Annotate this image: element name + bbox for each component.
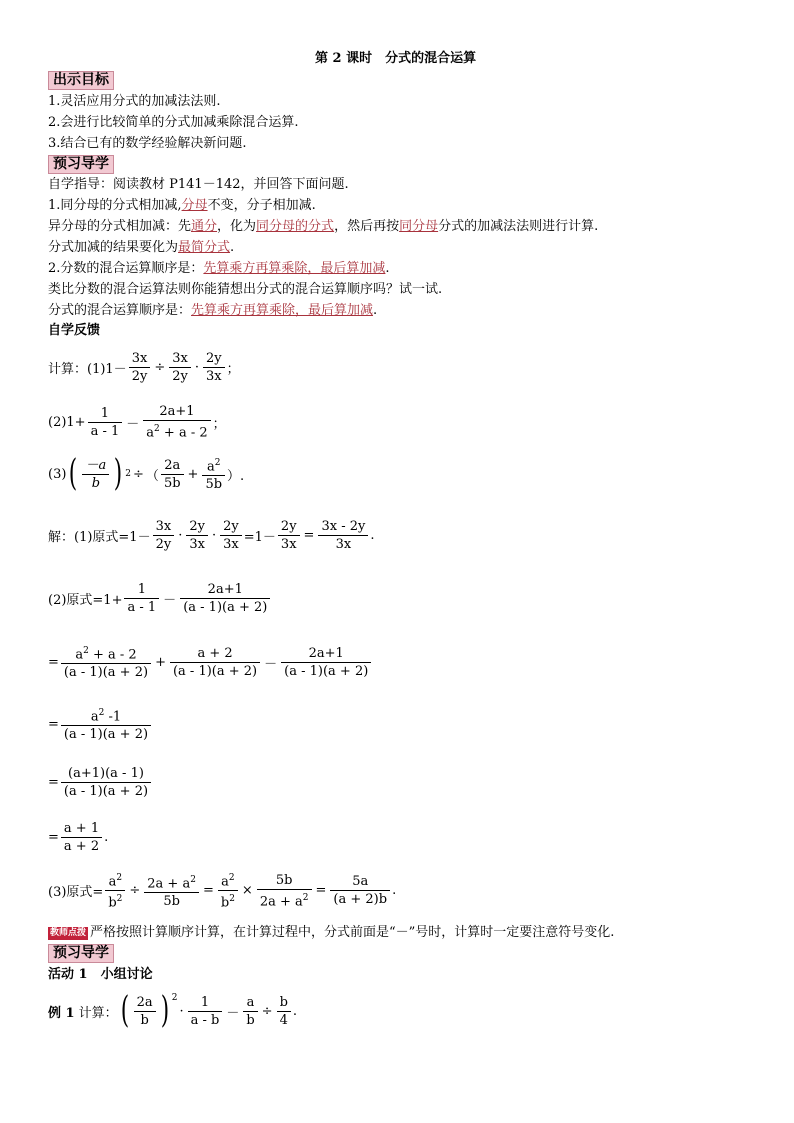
fraction bbox=[161, 457, 184, 492]
q1-a-answer: 分母 bbox=[181, 198, 208, 213]
exp: 2 bbox=[116, 873, 123, 883]
op: = bbox=[48, 830, 59, 845]
op: = bbox=[48, 716, 59, 732]
den: (a - 1)(a + 2) bbox=[63, 784, 149, 799]
goal-3: 3.结合已有的数学经验解决新问题. bbox=[48, 136, 247, 151]
den: a + 2 bbox=[63, 839, 100, 854]
q1-a-text: 1.同分母的分式相加减, bbox=[48, 198, 182, 213]
num: 3x bbox=[153, 518, 175, 536]
den: 3x bbox=[335, 537, 352, 552]
den: (a - 1)(a + 2) bbox=[63, 727, 149, 743]
teacher-badge: 教师点拨 bbox=[50, 928, 87, 938]
den: $a^2 + a - 2$ bbox=[146, 424, 208, 441]
fraction bbox=[180, 581, 270, 616]
fraction bbox=[88, 405, 123, 440]
fraction bbox=[129, 350, 151, 385]
q1-c-text: 分式加减的结果要化为 bbox=[48, 240, 179, 255]
num: b bbox=[277, 994, 291, 1012]
exp: 2 bbox=[214, 458, 221, 468]
num: (a+1)(a - 1) bbox=[61, 765, 151, 783]
guide-text: 自学指导：阅读教材 P141－142，并回答下面问题. bbox=[48, 177, 349, 192]
section-tag-preview-2: 预习导学 bbox=[48, 944, 114, 963]
op: + bbox=[155, 654, 166, 670]
op: =1－ bbox=[243, 530, 276, 545]
q1-b2-text: ，化为 bbox=[217, 219, 257, 234]
den: a - 1 bbox=[127, 600, 157, 615]
fraction bbox=[153, 518, 175, 553]
den: (a - 1)(a + 2) bbox=[183, 600, 268, 615]
num: 2a+1 bbox=[143, 403, 210, 421]
op: · bbox=[211, 528, 217, 543]
punct: ）. bbox=[227, 468, 245, 484]
den: b bbox=[140, 1012, 149, 1028]
fraction bbox=[61, 820, 102, 855]
paren: ) bbox=[114, 453, 123, 495]
problem-3 bbox=[48, 455, 244, 493]
fraction bbox=[202, 455, 225, 493]
den: b bbox=[246, 1012, 255, 1028]
label: (2)原式=1+ bbox=[48, 593, 123, 608]
fraction bbox=[188, 994, 223, 1029]
num: $a^2$ bbox=[218, 870, 238, 891]
num: a + 2 bbox=[170, 645, 260, 663]
solution-2-line-5 bbox=[48, 820, 108, 855]
den: 3x bbox=[223, 537, 239, 552]
fraction bbox=[281, 645, 371, 680]
den: 5b bbox=[205, 477, 223, 493]
num: a + 1 bbox=[61, 820, 102, 838]
q1-c-answer: 最简分式 bbox=[178, 240, 231, 255]
num: a bbox=[243, 994, 257, 1012]
q2-a-answer: 先算乘方再算乘除，最后算加减 bbox=[203, 261, 386, 276]
exp: 2 bbox=[229, 894, 235, 905]
op: － bbox=[126, 416, 140, 432]
activity-title: 活动 1 小组讨论 bbox=[48, 967, 153, 982]
q2-a-text: 2.分数的混合运算顺序是： bbox=[48, 261, 204, 276]
den: $2a + a^2$ bbox=[259, 892, 309, 909]
den: (a - 1)(a + 2) bbox=[63, 665, 149, 681]
den: $b^2$ bbox=[220, 894, 235, 911]
den: a - 1 bbox=[90, 423, 120, 439]
fraction bbox=[105, 870, 125, 912]
period: . bbox=[230, 240, 235, 255]
num: 2y bbox=[278, 518, 300, 536]
solution-1 bbox=[48, 518, 374, 553]
q1-line-c bbox=[48, 240, 234, 256]
op: － bbox=[264, 656, 278, 672]
op: = bbox=[48, 654, 59, 670]
q2-c-text: 分式的混合运算顺序是： bbox=[48, 303, 192, 318]
op: · bbox=[194, 360, 199, 375]
den: 3x bbox=[205, 369, 222, 384]
fraction bbox=[134, 994, 156, 1029]
solution-3 bbox=[48, 870, 396, 912]
num: 3x bbox=[129, 350, 151, 368]
num: 2a+1 bbox=[281, 645, 371, 663]
fraction bbox=[170, 645, 260, 680]
num: 3x bbox=[169, 350, 191, 368]
q1-b4-text: 分式的加减法法则进行计算. bbox=[438, 219, 599, 234]
num: 5b bbox=[257, 872, 312, 890]
op: + bbox=[187, 466, 199, 482]
exp: 2 bbox=[116, 894, 123, 905]
exp: 2 bbox=[302, 892, 309, 903]
num: 5a bbox=[330, 873, 390, 891]
page-title: 第 2 课时 分式的混合运算 bbox=[315, 51, 477, 66]
op: × bbox=[241, 883, 253, 899]
den: (a - 1)(a + 2) bbox=[172, 663, 258, 679]
num: $2a + a^2$ bbox=[144, 872, 199, 893]
section-tag-goals: 出示目标 bbox=[48, 71, 114, 90]
fraction bbox=[243, 994, 257, 1029]
den: (a - 1)(a + 2) bbox=[284, 663, 369, 679]
num: 1 bbox=[88, 405, 123, 423]
exp: 2 bbox=[83, 646, 89, 656]
op: · bbox=[178, 528, 183, 543]
feedback-title: 自学反馈 bbox=[48, 323, 101, 338]
exp: 2 bbox=[154, 424, 160, 434]
label: 计算：(1)1－ bbox=[48, 362, 127, 377]
num: $a^2$ -1 bbox=[61, 705, 151, 726]
exp: 2 bbox=[228, 873, 235, 883]
example-label: 例 1 bbox=[48, 1005, 75, 1021]
num: 2a+1 bbox=[180, 581, 270, 599]
problem-2 bbox=[48, 403, 226, 441]
goal-1: 1.灵活应用分式的加减法法则. bbox=[48, 94, 221, 109]
q1-b3-text: ，然后再按 bbox=[334, 219, 400, 234]
fraction bbox=[277, 994, 291, 1029]
num: $a^2 + a - 2$ bbox=[61, 643, 151, 664]
den: 3x bbox=[280, 537, 297, 552]
q1-b2-answer: 同分母的分式 bbox=[256, 219, 335, 234]
paren: ( bbox=[69, 453, 78, 495]
period: . bbox=[373, 303, 378, 318]
num: 2y bbox=[203, 350, 225, 368]
num: $a^2$ bbox=[202, 455, 225, 476]
den: (a + 2)b bbox=[333, 892, 388, 908]
op: ÷ bbox=[261, 1003, 273, 1019]
den: 5b bbox=[163, 475, 181, 491]
exp: 2 bbox=[125, 469, 132, 480]
fraction bbox=[143, 403, 210, 441]
fraction bbox=[124, 581, 159, 616]
den: 2y bbox=[155, 537, 172, 552]
q1-line-a bbox=[48, 198, 316, 214]
fraction bbox=[169, 350, 191, 385]
q1-b1-text: 异分母的分式相加减：先 bbox=[48, 219, 192, 234]
q2-c-answer: 先算乘方再算乘除，最后算加减 bbox=[191, 303, 374, 318]
op: = bbox=[315, 883, 327, 899]
punct: ； bbox=[226, 362, 240, 377]
op: = bbox=[48, 775, 59, 790]
label: (3)原式= bbox=[48, 885, 104, 901]
num: －a bbox=[82, 457, 109, 475]
exp: 2 bbox=[171, 993, 178, 1003]
exp: 2 bbox=[98, 708, 105, 718]
num: 2y bbox=[220, 518, 242, 536]
fraction bbox=[61, 643, 151, 681]
punct: ； bbox=[212, 416, 226, 432]
q2-line-c bbox=[48, 303, 377, 319]
fraction bbox=[330, 873, 390, 908]
den: b bbox=[91, 475, 101, 491]
solution-2-line-4 bbox=[48, 765, 153, 800]
fraction bbox=[257, 872, 312, 910]
op: = bbox=[202, 883, 214, 899]
fraction bbox=[61, 765, 151, 800]
teacher-note bbox=[48, 925, 614, 941]
punct: . bbox=[292, 1003, 298, 1019]
fraction bbox=[144, 872, 199, 910]
op: ÷ bbox=[133, 466, 144, 482]
fraction bbox=[218, 870, 238, 912]
fraction bbox=[186, 518, 208, 553]
label: (2)1+ bbox=[48, 414, 86, 430]
paren: （ bbox=[145, 468, 159, 484]
fraction bbox=[278, 518, 300, 553]
num: 1 bbox=[124, 581, 159, 599]
den: a - b bbox=[190, 1012, 220, 1028]
den: 2y bbox=[172, 369, 188, 384]
num: $a^2$ bbox=[105, 870, 125, 891]
paren: ) bbox=[160, 990, 169, 1031]
q1-b3-answer: 同分母 bbox=[399, 219, 439, 234]
example-text: 计算： bbox=[78, 1005, 118, 1021]
punct: . bbox=[370, 528, 375, 543]
fraction bbox=[82, 457, 109, 492]
num: 2a bbox=[161, 457, 184, 475]
period: . bbox=[385, 261, 390, 276]
den: 5b bbox=[163, 893, 180, 909]
example-1 bbox=[48, 990, 298, 1031]
q1-a-rest: 不变，分子相加减. bbox=[207, 198, 316, 213]
op: · bbox=[179, 1003, 184, 1019]
fraction bbox=[203, 350, 225, 385]
punct: . bbox=[104, 830, 109, 845]
fraction bbox=[220, 518, 242, 553]
op: ÷ bbox=[129, 883, 141, 899]
q2-line-a bbox=[48, 261, 390, 277]
fraction bbox=[61, 705, 151, 743]
den: 2y bbox=[131, 369, 148, 384]
q2-line-b: 类比分数的混合运算法则你能猜想出分式的混合运算顺序吗？试一试. bbox=[48, 282, 443, 297]
q1-line-b bbox=[48, 219, 598, 235]
exp: 2 bbox=[190, 874, 196, 885]
op: － bbox=[163, 593, 177, 608]
solution-2-line-3 bbox=[48, 705, 153, 743]
den: $b^2$ bbox=[108, 894, 123, 911]
op: － bbox=[226, 1005, 240, 1021]
goal-2: 2.会进行比较简单的分式加减乘除混合运算. bbox=[48, 115, 299, 130]
punct: . bbox=[392, 883, 397, 899]
den: 3x bbox=[189, 537, 205, 552]
label: (3) bbox=[48, 466, 67, 482]
section-tag-preview: 预习导学 bbox=[48, 155, 114, 174]
num: 2y bbox=[186, 518, 208, 536]
den: 4 bbox=[279, 1012, 288, 1028]
num: 2a bbox=[134, 994, 156, 1012]
op: = bbox=[303, 528, 315, 543]
op: ÷ bbox=[154, 360, 166, 375]
teacher-note-text: 严格按照计算顺序计算，在计算过程中，分式前面是“－”号时，计算时一定要注意符号变化. bbox=[90, 925, 615, 940]
problem-1 bbox=[48, 350, 240, 385]
q1-b1-answer: 通分 bbox=[191, 219, 218, 234]
num: 3x - 2y bbox=[318, 518, 368, 536]
fraction bbox=[318, 518, 368, 553]
solution-2-line-2 bbox=[48, 643, 373, 681]
label: 解：(1)原式=1－ bbox=[48, 530, 151, 545]
solution-2-line-1 bbox=[48, 581, 272, 616]
paren: ( bbox=[120, 990, 129, 1031]
num: 1 bbox=[188, 994, 223, 1012]
